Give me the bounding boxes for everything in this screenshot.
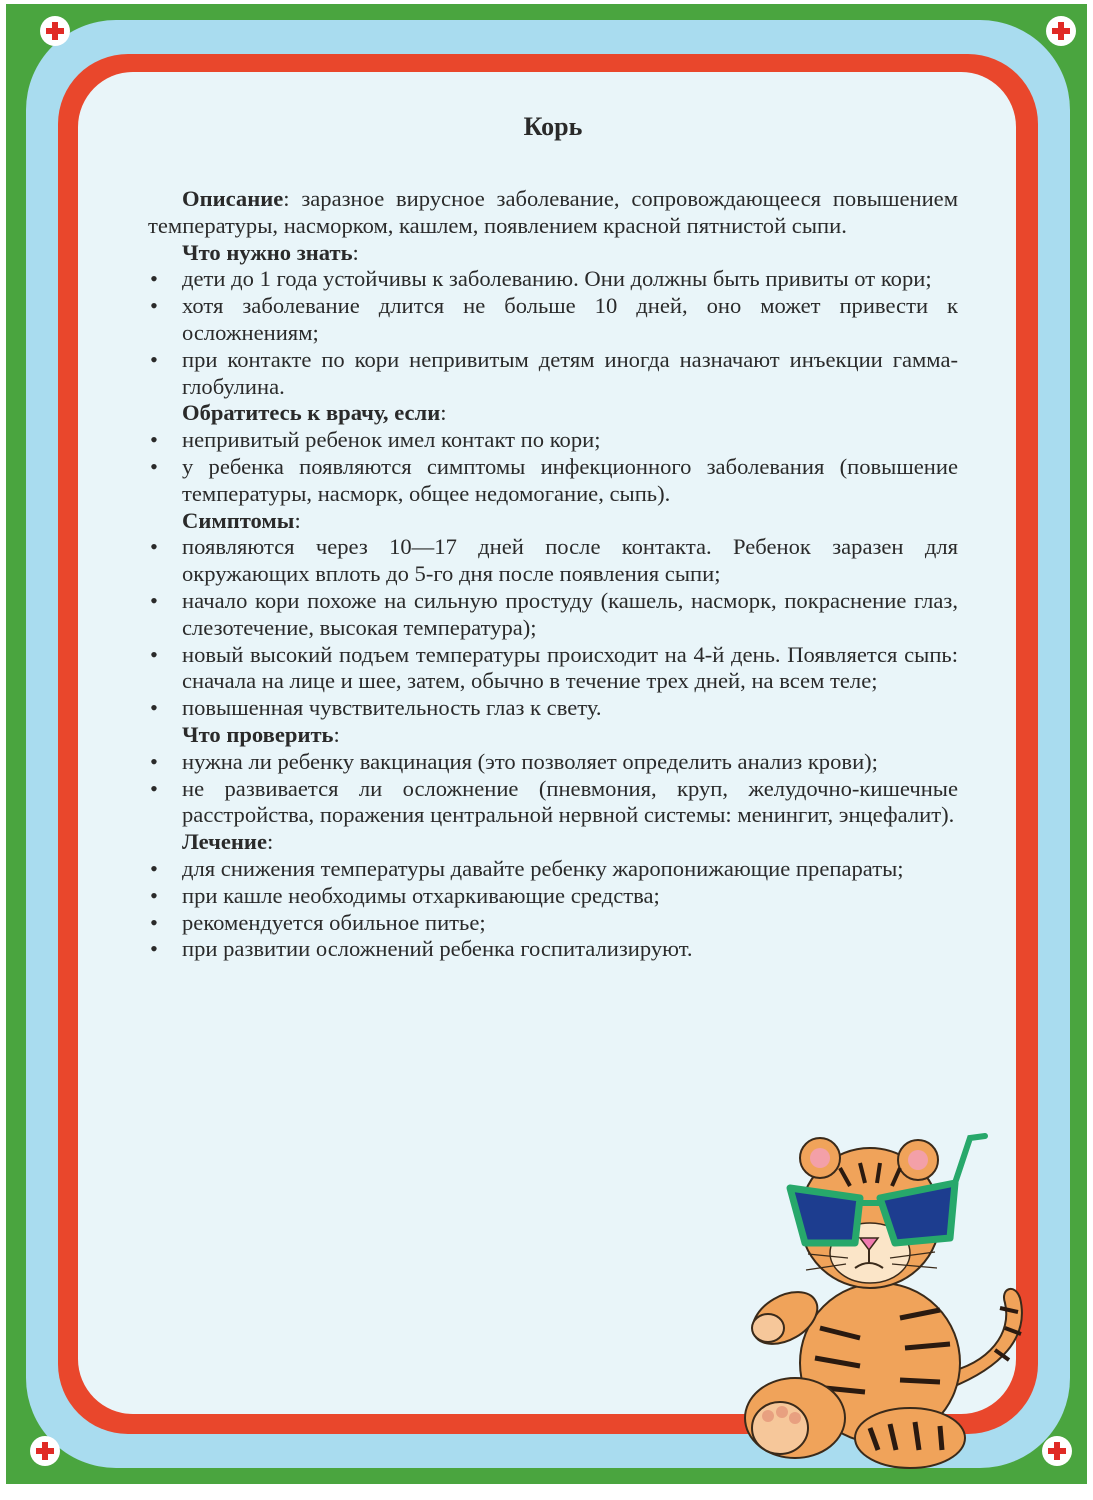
list-item: • нужна ли ребенку вакцинация (это позволяет определить анализ крови); (148, 749, 958, 776)
list-item: • при кашле необходимы отхаркивающие средства; (148, 883, 958, 910)
article (148, 112, 958, 963)
description-text: : заразное вирусное заболевание, сопровождающееся повышением температуры, насморком, кашлем, появлением красной пятнистой сыпи. (148, 186, 958, 238)
section-heading: Симптомы (182, 507, 295, 533)
list-item: • не развивается ли осложнение (пневмония, круп, желудочно-кишечные расстройства, поражения центральной нервной системы: менингит, энцефалит). (148, 776, 958, 830)
medical-cross-icon (30, 1436, 60, 1466)
medical-cross-icon (40, 16, 70, 46)
list-item: • повышенная чувствительность глаз к свету. (148, 695, 958, 722)
description-paragraph (148, 186, 958, 240)
section-treatment: Лечение: • для снижения температуры давайте ребенку жаропонижающие препараты; • при кашле необходимы отхаркивающие средства; • рекомендуется обильное питье; • при развитии осложнений ребенка госпитализируют. (148, 829, 958, 963)
list-item: • непривитый ребенок имел контакт по кори; (148, 427, 958, 454)
list-item: • новый высокий подъем температуры происходит на 4-й день. Появляется сыпь: сначала на лице и шее, затем, обычно в течение трех дней, на всем теле; (148, 642, 958, 696)
section-heading: Что нужно знать (182, 239, 353, 265)
list-item: • появляются через 10—17 дней после контакта. Ребенок заразен для окружающих вплоть до 5-го дня после появления сыпи; (148, 534, 958, 588)
list-item: • для снижения температуры давайте ребенку жаропонижающие препараты; (148, 856, 958, 883)
list-item: • рекомендуется обильное питье; (148, 910, 958, 937)
section-check: Что проверить: • нужна ли ребенку вакцинация (это позволяет определить анализ крови); • не развивается ли осложнение (пневмония, круп, желудочно-кишечные расстройства, поражения центральной нервной системы: менингит, энцефалит). (148, 722, 958, 829)
page-title: Корь (523, 112, 583, 141)
section-know: Что нужно знать: • дети до 1 года устойчивы к заболеванию. Они должны быть привиты от кори; • хотя заболевание длится не больше 10 дней, оно может привести к осложнениям; • при контакте по кори непривитым детям иногда назначают инъекции гамма-глобулина. (148, 240, 958, 401)
list-item: • дети до 1 года устойчивы к заболеванию. Они должны быть привиты от кори; (148, 266, 958, 293)
section-heading: Что проверить (182, 721, 334, 747)
list-item: • у ребенка появляются симптомы инфекционного заболевания (повышение температуры, насморк, общее недомогание, сыпь). (148, 454, 958, 508)
list-item: • хотя заболевание длится не больше 10 дней, оно может привести к осложнениям; (148, 293, 958, 347)
description-label: Описание (182, 186, 284, 211)
tiger-with-sunglasses-illustration (700, 1118, 1040, 1478)
section-heading: Лечение (182, 829, 267, 855)
section-see-doctor: Обратитесь к врачу, если: • непривитый ребенок имел контакт по кори; • у ребенка появляются симптомы инфекционного заболевания (повышение температуры, насморк, общее недомогание, сыпь). (148, 400, 958, 507)
medical-cross-icon (1042, 1436, 1072, 1466)
section-heading: Обратитесь к врачу, если (182, 400, 441, 426)
list-item: • начало кори похоже на сильную простуду (кашель, насморк, покраснение глаз, слезотечение, высокая температура); (148, 588, 958, 642)
section-symptoms: Симптомы: • появляются через 10—17 дней после контакта. Ребенок заразен для окружающих вплоть до 5-го дня после появления сыпи; • начало кори похоже на сильную простуду (кашель, насморк, покраснение глаз, слезотечение, высокая температура); • новый высокий подъем температуры происходит на 4-й день. Появляется сыпь: сначала на лице и шее, затем, обычно в течение трех дней, на всем теле; • повышенная чувствительность глаз к свету. (148, 508, 958, 722)
list-item: • при развитии осложнений ребенка госпитализируют. (148, 936, 958, 963)
medical-cross-icon (1046, 16, 1076, 46)
list-item: • при контакте по кори непривитым детям иногда назначают инъекции гамма-глобулина. (148, 347, 958, 401)
